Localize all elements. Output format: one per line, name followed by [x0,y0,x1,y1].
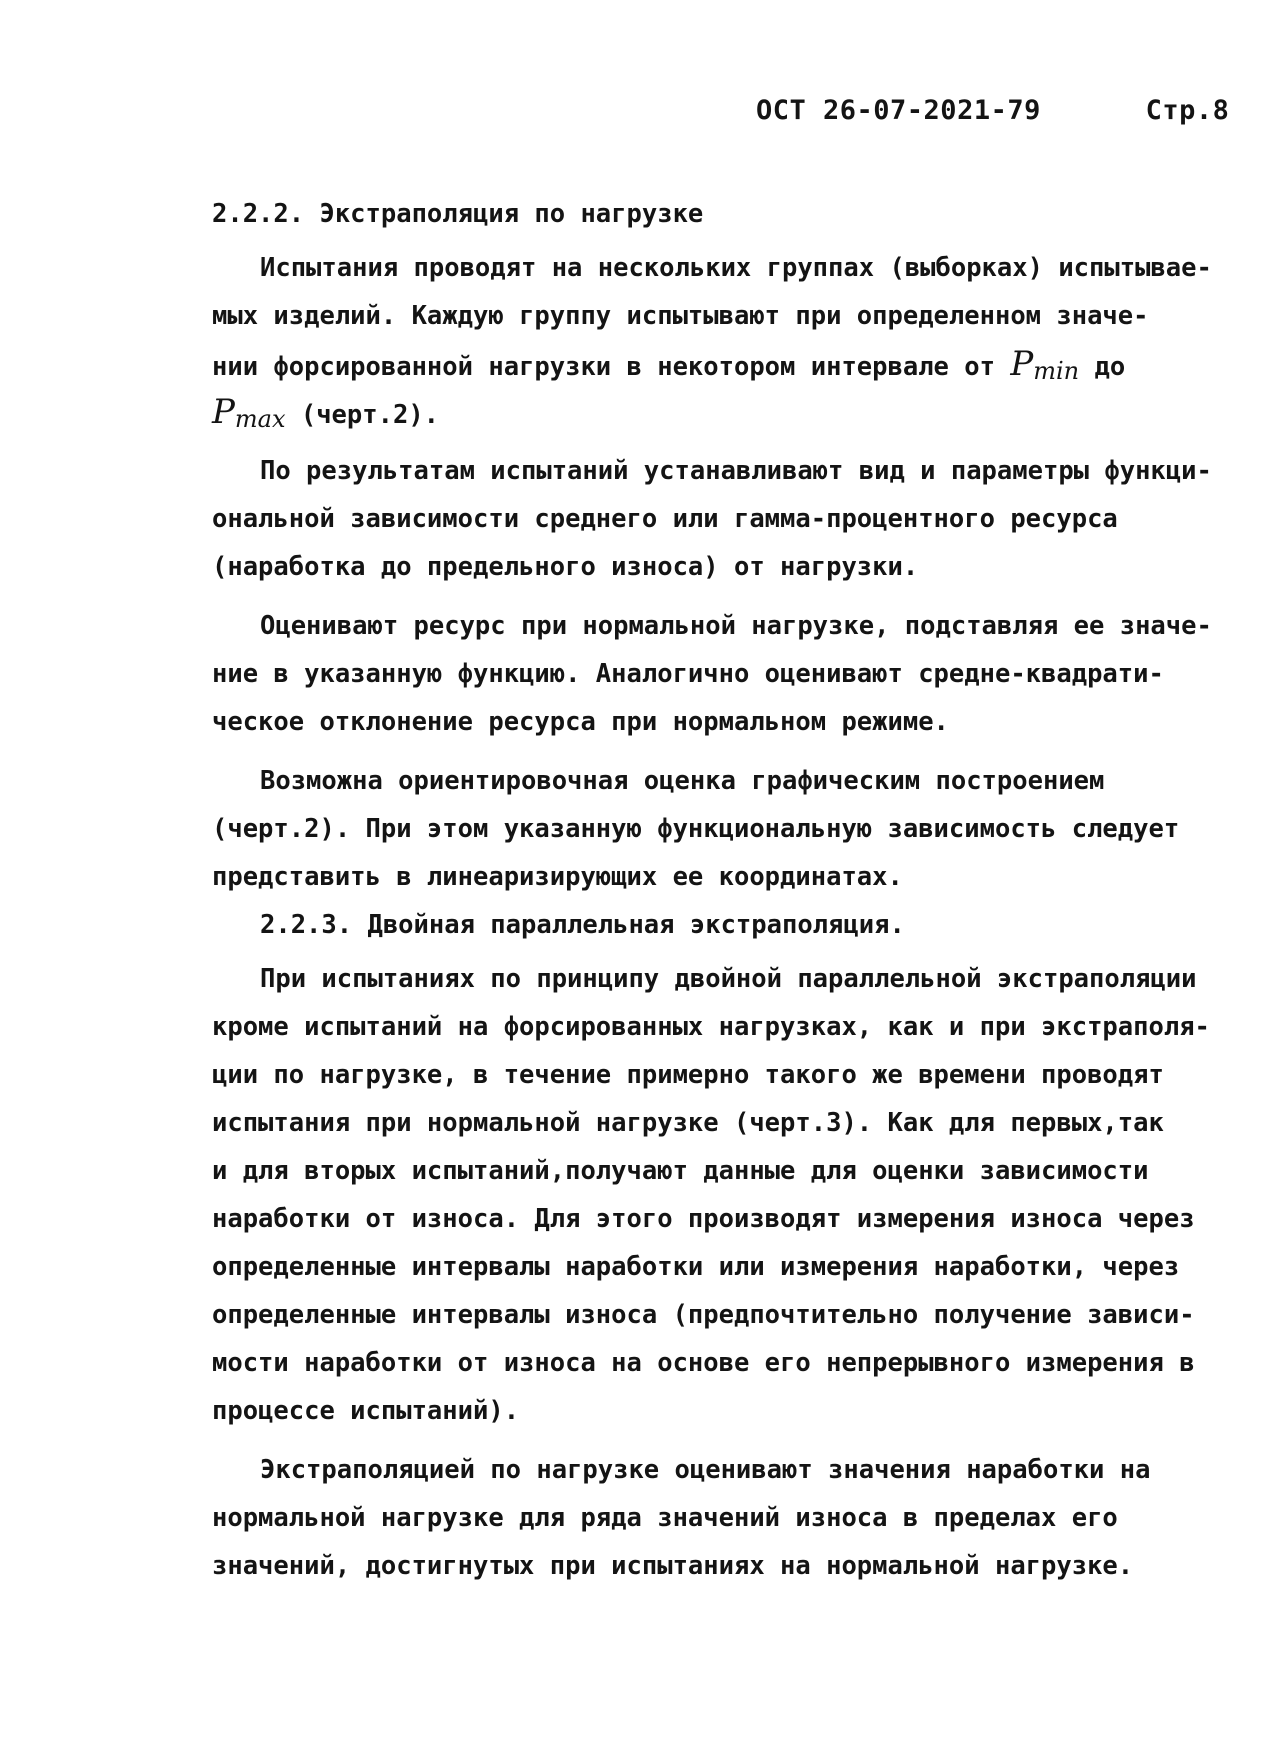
paragraph-text: нии форсированной нагрузки в некотором интервале от [212,352,1011,382]
paragraph-line: (черт.2). При этом указанную функциональную зависимость следует [212,814,1180,844]
paragraph-line: Оценивают ресурс при нормальной нагрузке, подставляя ее значе- [260,611,1212,641]
paragraph-line: При испытаниях по принципу двойной параллельной экстраполяции [260,964,1197,994]
paragraph-line: значений, достигнутых при испытаниях на нормальной нагрузке. [212,1551,1134,1581]
paragraph-line: ние в указанную функцию. Аналогично оценивают средне-квадрати- [212,659,1164,689]
paragraph-line: ции по нагрузке, в течение примерно такого же времени проводят [212,1060,1164,1090]
paragraph-line: Возможна ориентировочная оценка графическим построением [260,766,1105,796]
paragraph-line: кроме испытаний на форсированных нагрузках, как и при экстраполя- [212,1012,1210,1042]
paragraph-line: наработки от износа. Для этого производят измерения износа через [212,1204,1195,1234]
paragraph-line: мых изделий. Каждую группу испытывают при определенном значе- [212,301,1149,331]
p-max-formula [212,392,286,432]
p-min-formula [1010,344,1079,384]
section-heading-2-2-3: 2.2.3. Двойная параллельная экстраполяция. [260,910,905,940]
paragraph-line: ческое отклонение ресурса при нормальном режиме. [212,707,949,737]
paragraph-line: (наработка до предельного износа) от нагрузки. [212,552,919,582]
paragraph-line: нормальной нагрузке для ряда значений износа в пределах его [212,1503,1118,1533]
paragraph-line: представить в линеаризирующих ее координатах. [212,862,903,892]
section-heading-2-2-2: 2.2.2. Экстраполяция по нагрузке [212,199,704,229]
paragraph-line: ональной зависимости среднего или гамма-процентного ресурса [212,504,1118,534]
paragraph-line: По результатам испытаний устанавливают вид и параметры функци- [260,456,1212,486]
paragraph-line: испытания при нормальной нагрузке (черт.3). Как для первых,так [212,1108,1164,1138]
page-number: Стр.8 [1145,95,1230,126]
paragraph-line: процессе испытаний). [212,1396,520,1426]
paragraph-text: до [1079,352,1126,382]
p-max-subscript: max [234,405,286,433]
p-symbol: P [212,392,235,432]
document-code: ОСТ 26-07-2021-79 [756,95,1041,126]
paragraph-line: определенные интервалы износа (предпочтительно получение зависи- [212,1300,1195,1330]
p-min-subscript: min [1033,357,1080,385]
paragraph-text: (черт.2). [285,400,440,430]
paragraph-line-with-pmin [212,340,1242,388]
page-header [756,95,1229,126]
paragraph-line: и для вторых испытаний,получают данные для оценки зависимости [212,1156,1149,1186]
paragraph-line: Испытания проводят на нескольких группах (выборках) испытывае- [260,253,1212,283]
p-symbol: P [1010,344,1034,384]
document-body [212,190,1242,1590]
paragraph-line: мости наработки от износа на основе его непрерывного измерения в [212,1348,1195,1378]
paragraph-line: определенные интервалы наработки или измерения наработки, через [212,1252,1180,1282]
paragraph-line-with-pmax [212,388,1242,436]
paragraph-line: Экстраполяцией по нагрузке оценивают значения наработки на [260,1455,1151,1485]
